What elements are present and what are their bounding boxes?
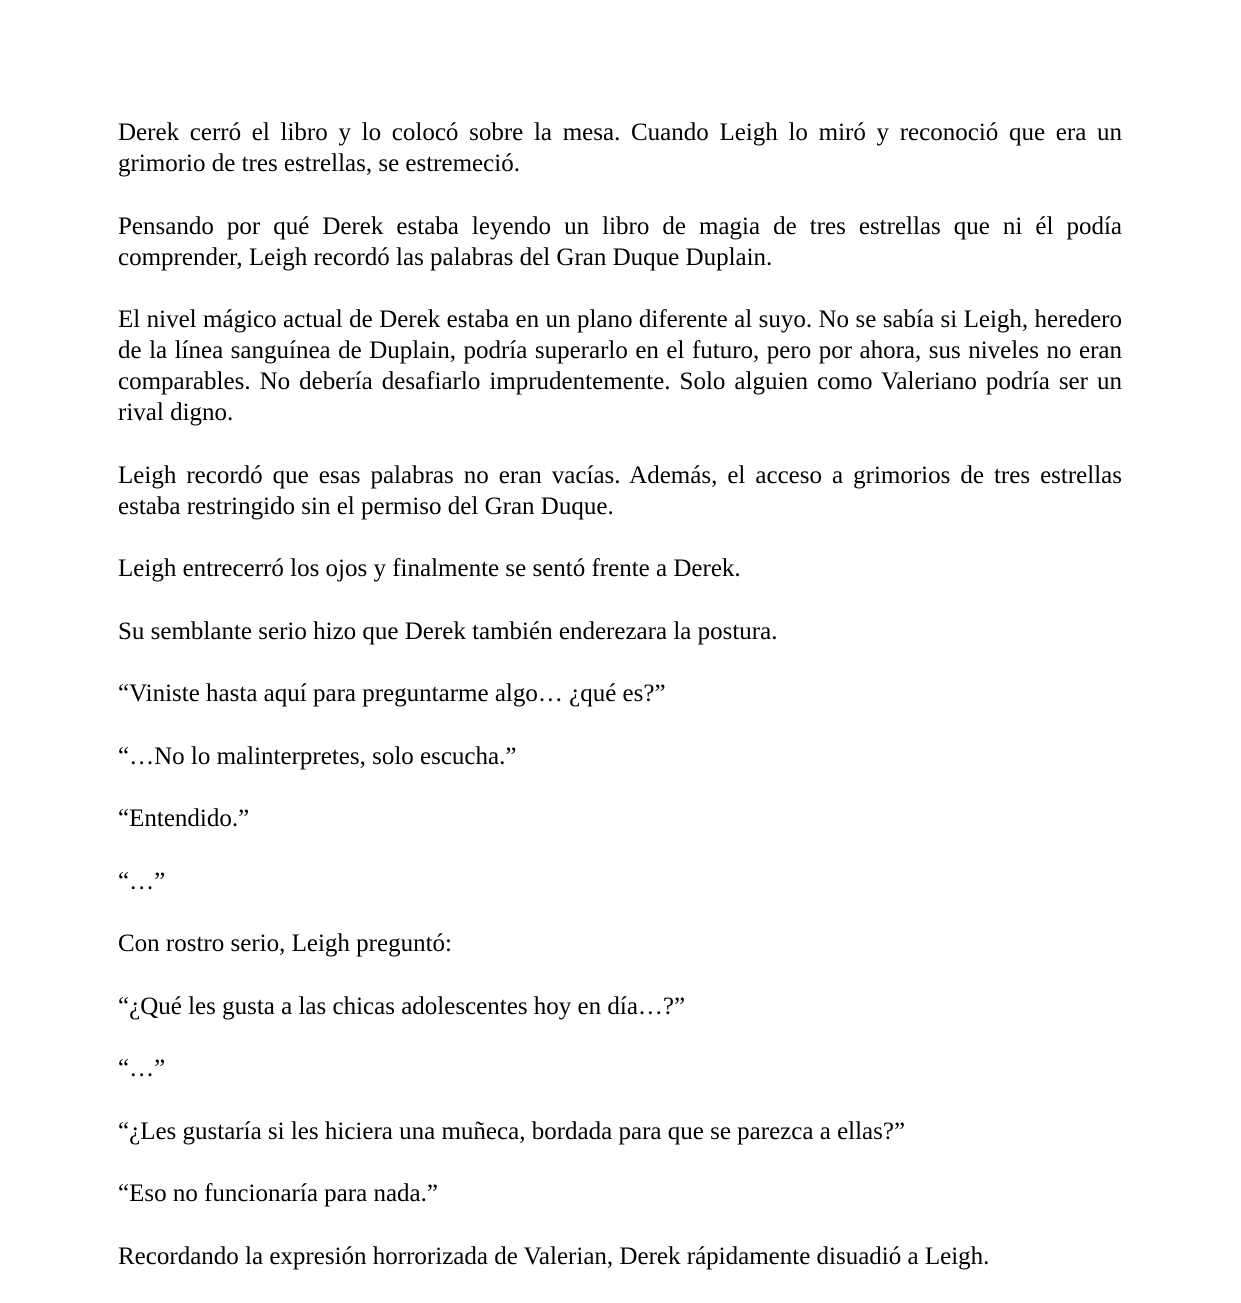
- dialogue-line-2: “…No lo malinterpretes, solo escucha.”: [118, 742, 517, 770]
- dialogue-line-7: “¿Les gustaría si les hiciera una muñeca, bordada para que se parezca a ellas?”: [118, 1117, 906, 1145]
- paragraph-4: Leigh recordó que esas palabras no eran vacías. Además, el acceso a grimorios de tres estrellas estaba restringido sin el permiso del Gran Duque.: [118, 461, 1122, 520]
- paragraph-1: Derek cerró el libro y lo colocó sobre la mesa. Cuando Leigh lo miró y reconoció que era un grimorio de tres estrellas, se estremeció.: [118, 119, 1122, 177]
- dialogue-line-8: “Eso no funcionaría para nada.”: [118, 1180, 438, 1207]
- dialogue-line-6: “…”: [118, 1055, 166, 1082]
- dialogue-line-1: “Viniste hasta aquí para preguntarme algo… ¿qué es?”: [118, 680, 666, 707]
- dialogue-line-4: “…”: [118, 867, 166, 895]
- paragraph-3: El nivel mágico actual de Derek estaba en un plano diferente al suyo. No se sabía si Leigh, heredero de la línea sanguínea de Duplain, podría superarlo en el futuro, pero por ahora, sus niveles no eran comparables. No debería desafiarlo imprudentemente. Solo alguien como Valeriano podría ser un rival digno.: [118, 306, 1122, 426]
- paragraph-5: Leigh entrecerró los ojos y finalmente se sentó frente a Derek.: [118, 555, 741, 582]
- paragraph-2: Pensando por qué Derek estaba leyendo un libro de magia de tres estrellas que ni él podía comprender, Leigh recordó las palabras del Gran Duque Duplain.: [118, 212, 1122, 271]
- paragraph-8: Recordando la expresión horrorizada de Valerian, Derek rápidamente disuadió a Leigh.: [118, 1242, 990, 1270]
- dialogue-line-3: “Entendido.”: [118, 805, 250, 832]
- paragraph-7: Con rostro serio, Leigh preguntó:: [118, 930, 452, 957]
- dialogue-line-5: “¿Qué les gusta a las chicas adolescentes hoy en día…?”: [118, 992, 686, 1020]
- document-body: [118, 117, 1122, 1303]
- paragraph-6: Su semblante serio hizo que Derek también enderezara la postura.: [118, 617, 778, 645]
